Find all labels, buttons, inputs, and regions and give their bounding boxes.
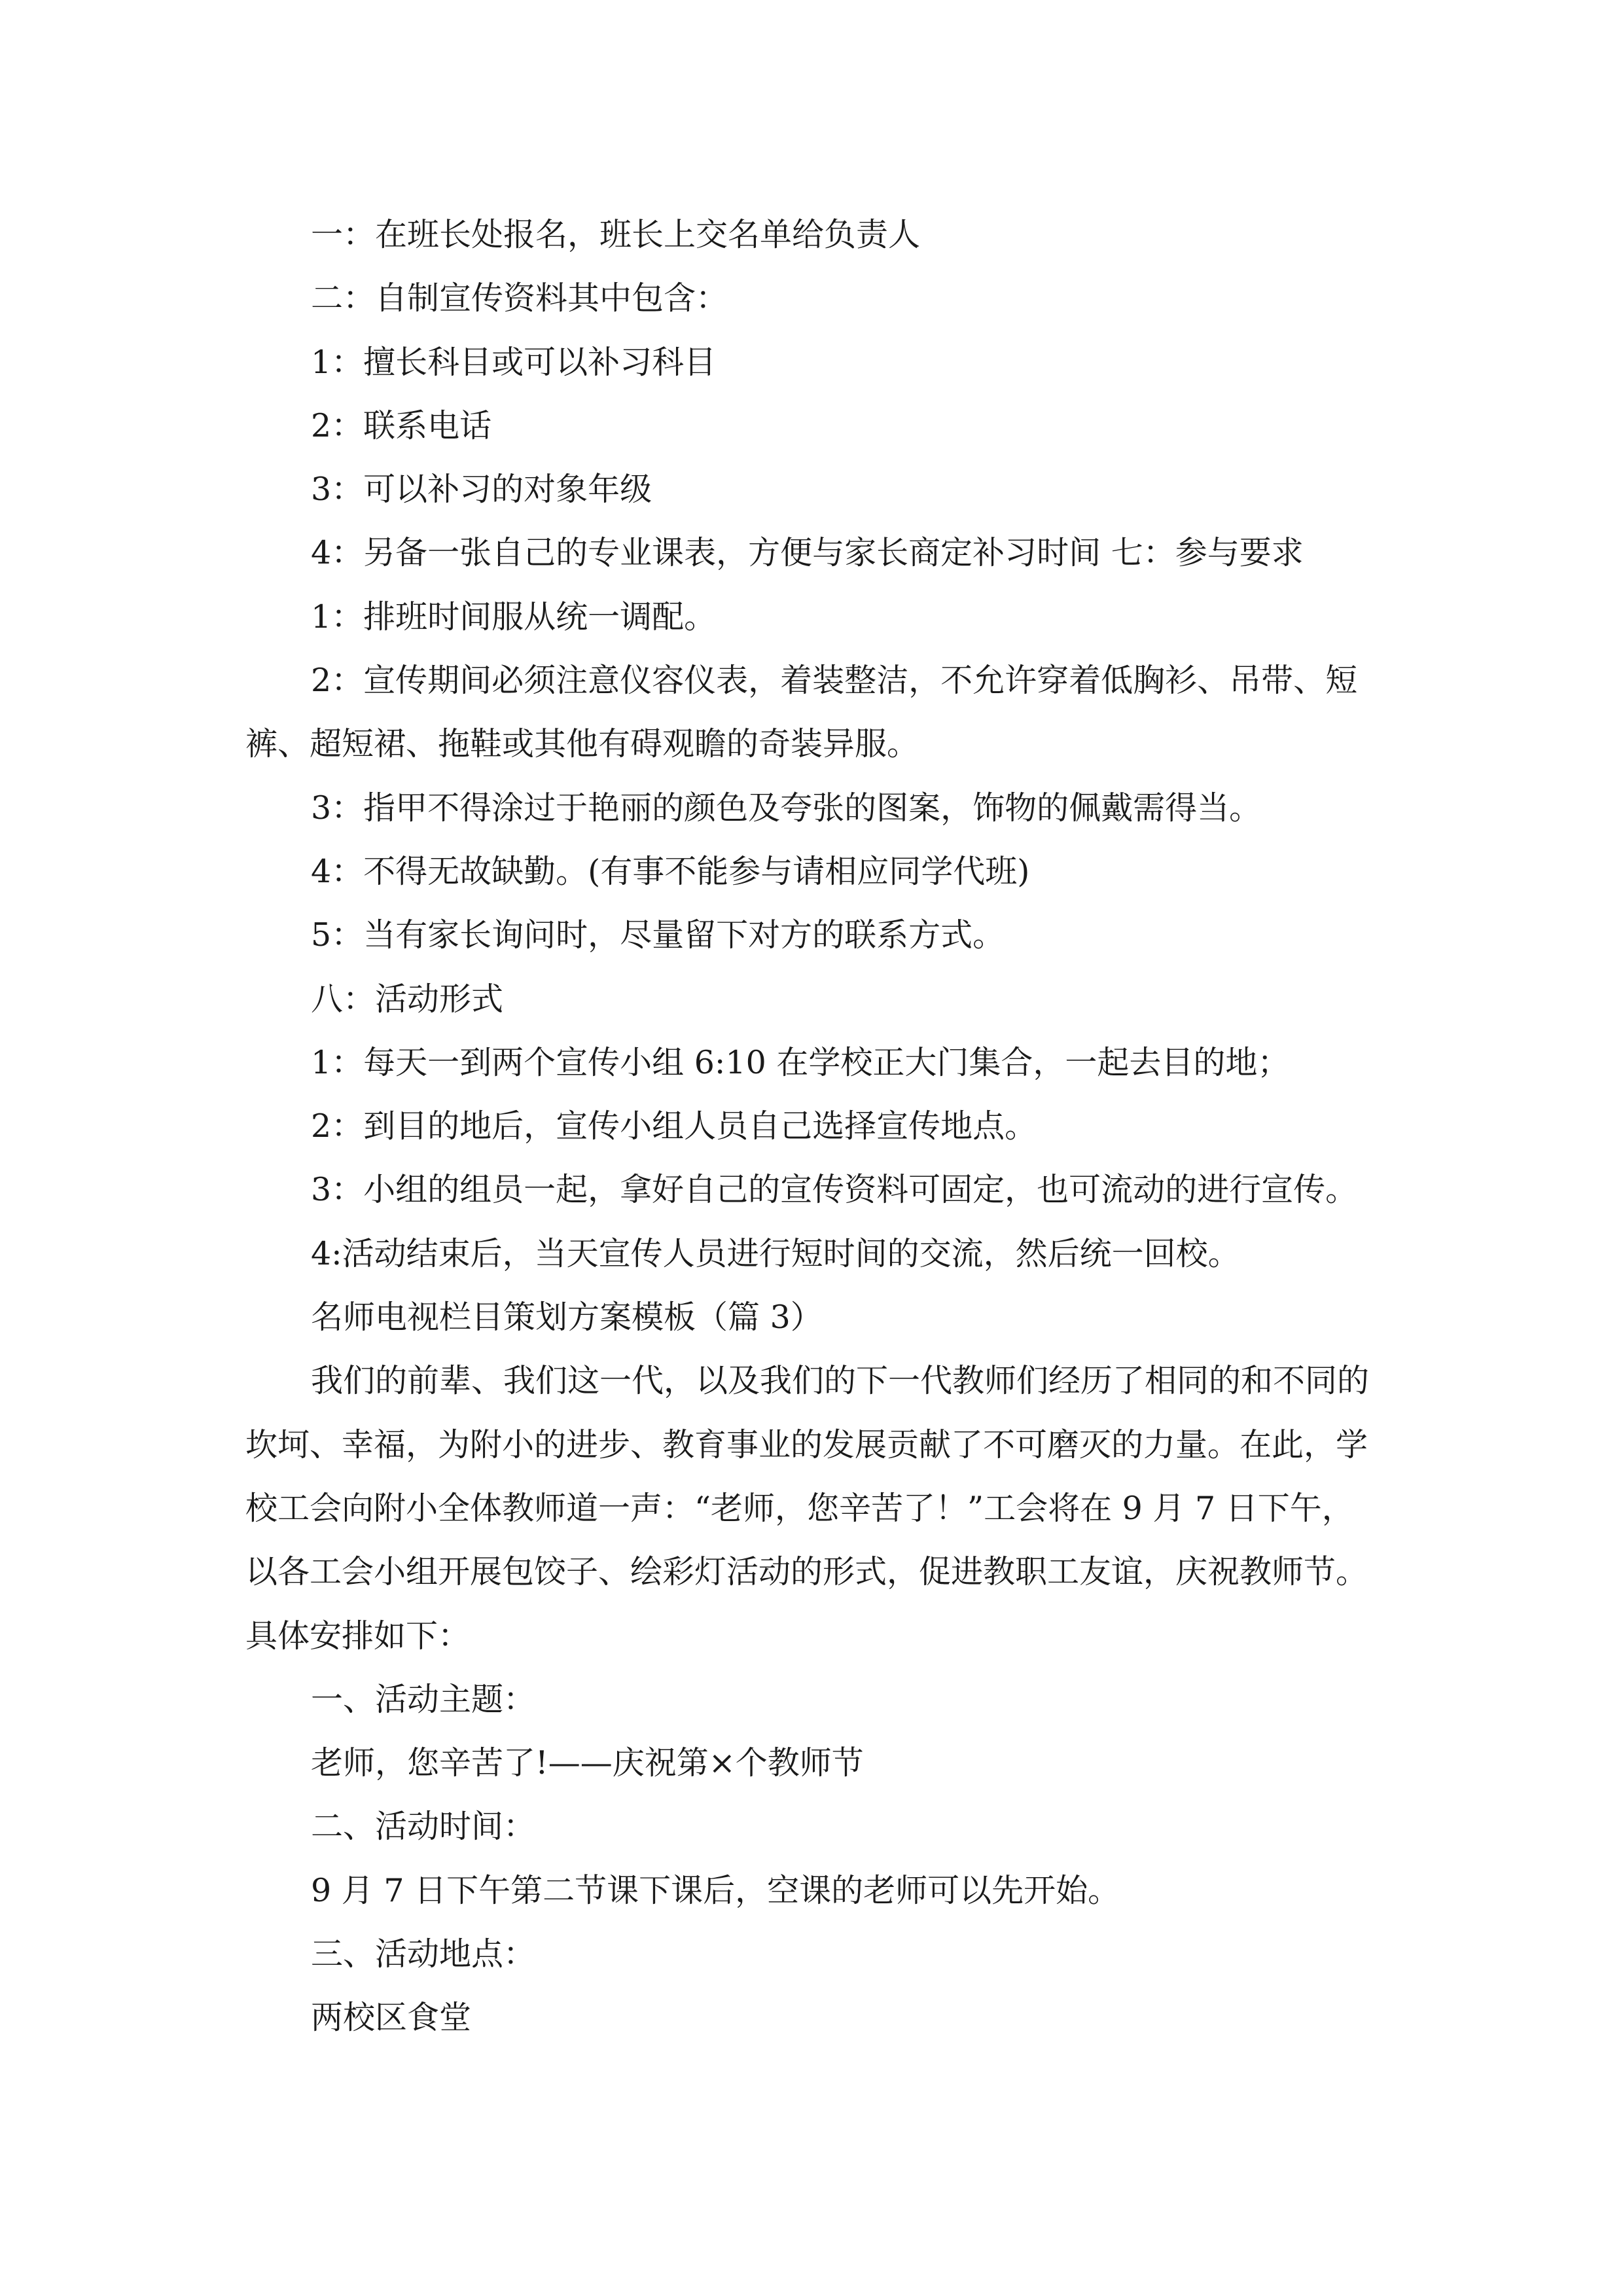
section-heading-location: 三、活动地点： bbox=[311, 1935, 536, 1973]
section-heading-activity-form: 八：活动形式 bbox=[311, 980, 504, 1018]
text-line-requirement-2-cont: 裤、超短裙、拖鞋或其他有碍观瞻的奇装异服。 bbox=[245, 725, 919, 763]
document-body bbox=[245, 203, 1397, 2050]
section-heading-theme: 一、活动主题： bbox=[311, 1680, 536, 1718]
text-line-material-1: 1：擅长科目或可以补习科目 bbox=[311, 343, 717, 381]
section-title-part-3: 名师电视栏目策划方案模板（篇 3） bbox=[311, 1299, 823, 1336]
text-line-requirement-2: 2：宣传期间必须注意仪容仪表，着装整洁，不允许穿着低胸衫、吊带、短 bbox=[311, 662, 1358, 700]
text-line-material-4: 4：另备一张自己的专业课表，方便与家长商定补习时间 七：参与要求 bbox=[311, 534, 1304, 572]
text-line-form-4: 4:活动结束后，当天宣传人员进行短时间的交流，然后统一回校。 bbox=[311, 1234, 1240, 1272]
text-line-material-3: 3：可以补习的对象年级 bbox=[311, 471, 652, 509]
paragraph-intro-line-3: 校工会向附小全体教师道一声：“老师，您辛苦了！”工会将在 9 月 7 日下午， bbox=[245, 1489, 1354, 1527]
paragraph-intro-line-1: 我们的前辈、我们这一代，以及我们的下一代教师们经历了相同的和不同的 bbox=[311, 1362, 1370, 1400]
text-line-requirement-1: 1：排班时间服从统一调配。 bbox=[311, 598, 717, 636]
text-line-form-2: 2：到目的地后，宣传小组人员自己选择宣传地点。 bbox=[311, 1107, 1037, 1145]
text-line-form-3: 3：小组的组员一起，拿好自己的宣传资料可固定，也可流动的进行宣传。 bbox=[311, 1171, 1358, 1209]
text-line-materials-heading: 二：自制宣传资料其中包含： bbox=[311, 279, 728, 317]
text-line-requirement-5: 5：当有家长询问时，尽量留下对方的联系方式。 bbox=[311, 916, 1005, 954]
text-line-time: 9 月 7 日下午第二节课下课后，空课的老师可以先开始。 bbox=[311, 1871, 1120, 1909]
text-line-theme: 老师，您辛苦了!——庆祝第×个教师节 bbox=[311, 1744, 864, 1782]
text-line-requirement-4: 4：不得无故缺勤。(有事不能参与请相应同学代班) bbox=[311, 852, 1030, 890]
text-line-location: 两校区食堂 bbox=[311, 1999, 472, 2037]
paragraph-intro-line-4: 以各工会小组开展包饺子、绘彩灯活动的形式，促进教职工友谊，庆祝教师节。 bbox=[245, 1553, 1368, 1591]
section-heading-time: 二、活动时间： bbox=[311, 1808, 536, 1846]
text-line-form-1: 1：每天一到两个宣传小组 6:10 在学校正大门集合，一起去目的地； bbox=[311, 1043, 1290, 1081]
paragraph-intro-line-2: 坎坷、幸福，为附小的进步、教育事业的发展贡献了不可磨灭的力量。在此，学 bbox=[245, 1426, 1368, 1463]
text-line-material-2: 2：联系电话 bbox=[311, 406, 492, 444]
text-line-registration: 一：在班长处报名，班长上交名单给负责人 bbox=[311, 216, 921, 253]
text-line-requirement-3: 3：指甲不得涂过于艳丽的颜色及夸张的图案，饰物的佩戴需得当。 bbox=[311, 789, 1262, 827]
paragraph-intro-line-5: 具体安排如下： bbox=[245, 1617, 471, 1655]
